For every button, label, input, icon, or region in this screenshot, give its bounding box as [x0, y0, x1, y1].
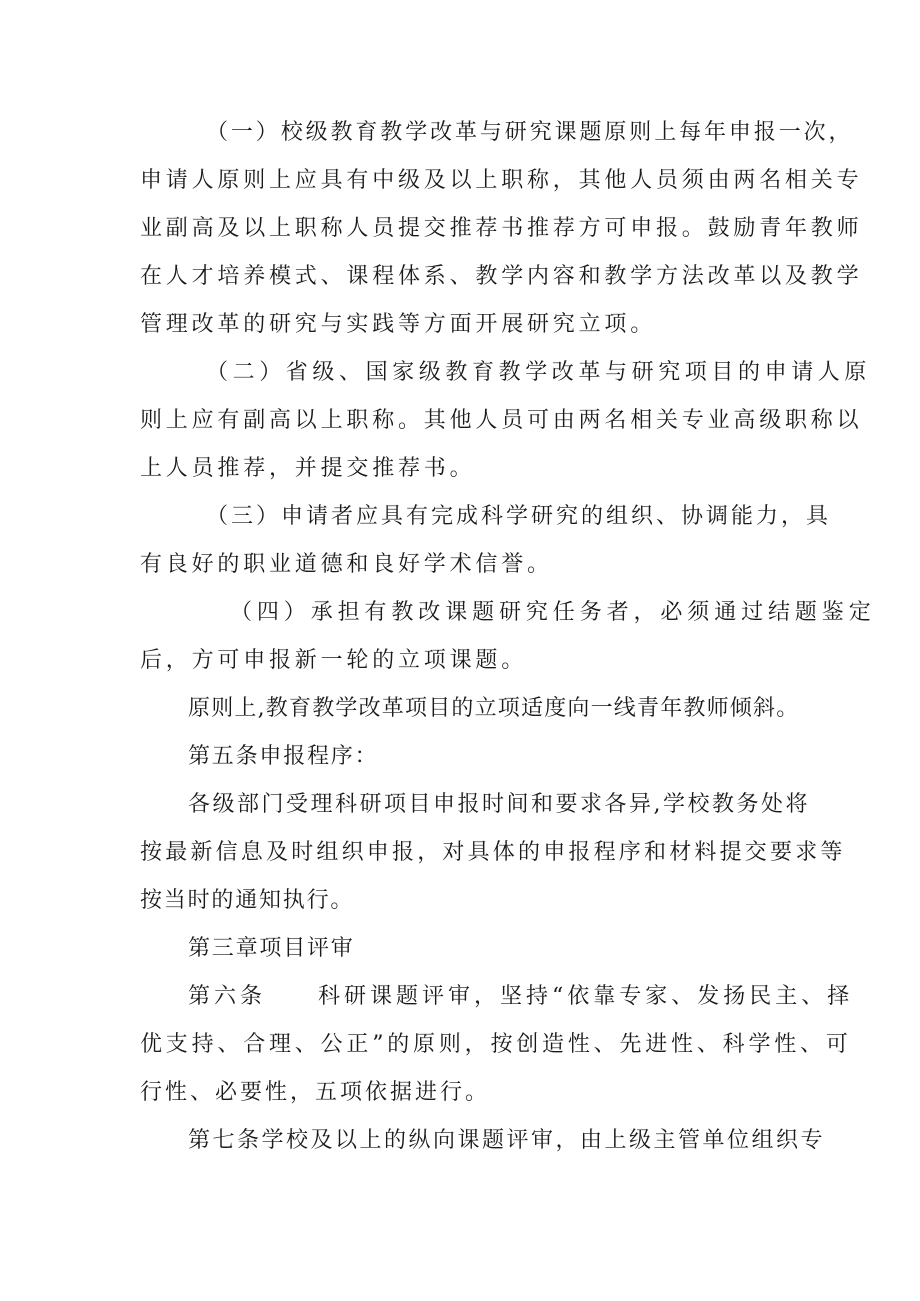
paragraph-9-line-1: 第六条 科研课题评审，坚持“依靠专家、发扬民主、择	[188, 984, 854, 1009]
paragraph-5-line-1: 原则上,教育教学改革项目的立项适度向一线青年教师倾斜。	[188, 696, 800, 721]
paragraph-4-line-1: （四）承担有教改课题研究任务者，必须通过结题鉴定	[230, 600, 876, 625]
paragraph-3-line-2: 有良好的职业道德和良好学术信誉。	[140, 552, 553, 577]
paragraph-10-line-1: 第七条学校及以上的纵向课题评审，由上级主管单位组织专	[188, 1128, 826, 1153]
paragraph-1-line-5: 管理改革的研究与实践等方面开展研究立项。	[140, 312, 657, 337]
paragraph-9-line-3: 行性、必要性，五项依据进行。	[140, 1080, 491, 1105]
paragraph-7-line-2: 按最新信息及时组织申报，对具体的申报程序和材料提交要求等	[140, 840, 846, 865]
paragraph-4-line-2: 后，方可申报新一轮的立项课题。	[140, 648, 528, 673]
paragraph-1-line-2: 申请人原则上应具有中级及以上职称，其他人员须由两名相关专	[140, 168, 863, 193]
paragraph-3-line-1: （三）申请者应具有完成科学研究的组织、协调能力，具	[206, 504, 832, 529]
paragraph-2-line-3: 上人员推荐，并提交推荐书。	[140, 456, 476, 481]
paragraph-7-line-3: 按当时的通知执行。	[140, 888, 355, 913]
paragraph-7-line-1: 各级部门受理科研项目申报时间和要求各异,学校教务处将	[188, 792, 810, 817]
paragraph-9-line-2: 优支持、合理、公正”的原则，按创造性、先进性、科学性、可	[140, 1032, 852, 1057]
paragraph-1-line-4: 在人才培养模式、课程体系、教学内容和教学方法改革以及教学	[140, 264, 863, 289]
paragraph-2-line-2: 则上应有副高以上职称。其他人员可由两名相关专业高级职称以	[140, 408, 863, 433]
paragraph-1-line-3: 业副高及以上职称人员提交推荐书推荐方可申报。鼓励青年教师	[140, 216, 863, 241]
article-5-heading: 第五条申报程序：	[188, 744, 379, 769]
paragraph-1-line-1: （一）校级教育教学改革与研究课题原则上每年申报一次，	[206, 120, 854, 145]
paragraph-2-line-1: （二）省级、国家级教育教学改革与研究项目的申请人原	[206, 360, 872, 385]
chapter-3-heading: 第三章项目评审	[188, 936, 355, 961]
